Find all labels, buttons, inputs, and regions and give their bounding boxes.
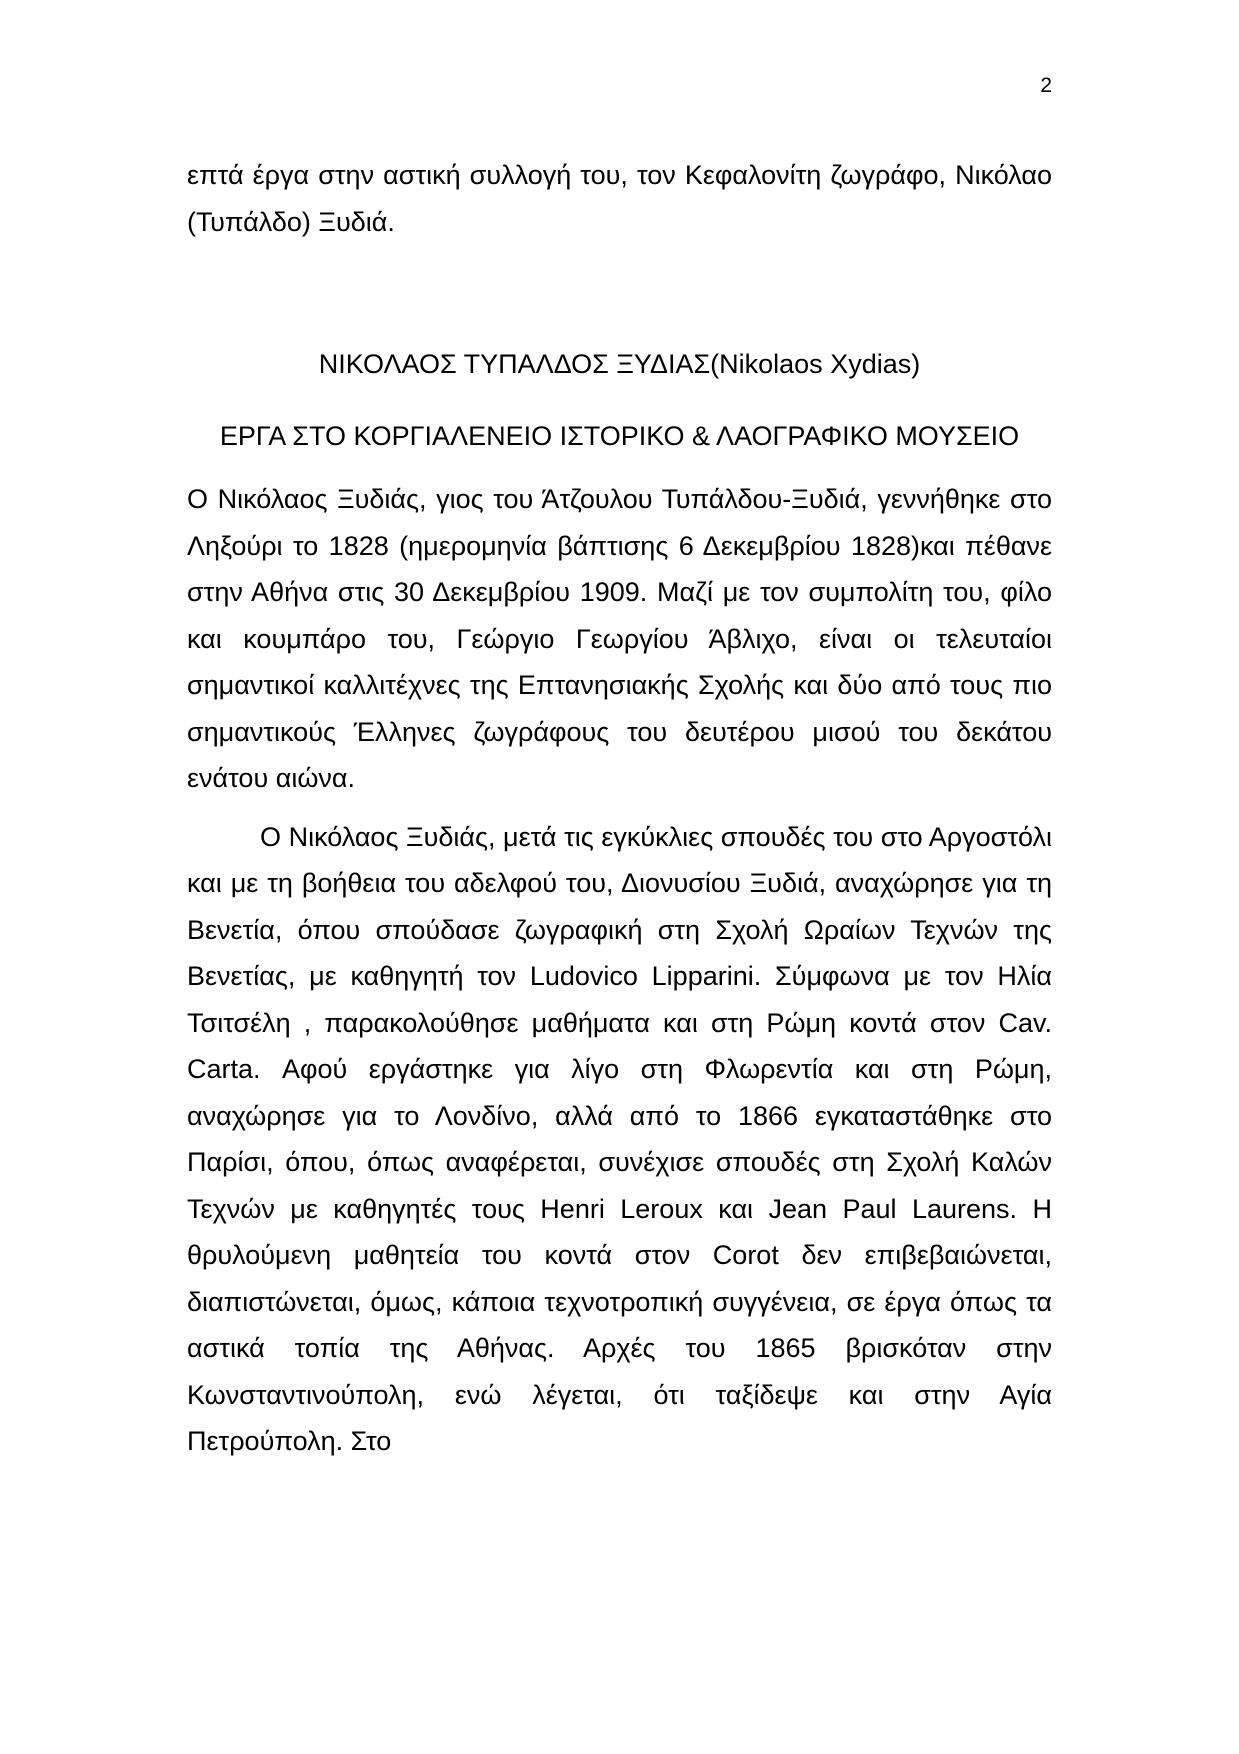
section-title: ΝΙΚΟΛΑΟΣ ΤΥΠΑΛΔΟΣ ΞΥΔΙΑΣ(Nikolaos Xydias) <box>318 349 921 379</box>
intro-paragraph: επτά έργα στην αστική συλλογή του, τον Κεφαλονίτη ζωγράφο, Νικόλαο (Τυπάλδο) Ξυδιά. <box>187 160 1052 237</box>
biography-paragraph-1: Ο Νικόλαος Ξυδιάς, γιος του Άτζουλου Τυπάλδου-Ξυδιά, γεννήθηκε στο Ληξούρι το 1828 (ημερομηνία βάπτισης 6 Δεκεμβρίου 1828)και πέθανε στην Αθήνα στις 30 Δεκεμβρίου 1909. Μαζί με τον συμπολίτη του, φίλο και κουμπάρο του, Γεώργιο Γεωργίου Άβλιχο, είναι οι τελευταίοι σημαντικοί καλλιτέχνες της Επτανησιακής Σχολής και δύο από τους πιο σημαντικούς Έλληνες ζωγράφους του δευτέρου μισού του δεκάτου ενάτου αιώνα. <box>187 484 1052 793</box>
section-subtitle: ΕΡΓΑ ΣΤΟ ΚΟΡΓΙΑΛΕΝΕΙΟ ΙΣΤΟΡΙΚΟ & ΛΑΟΓΡΑΦΙΚΟ ΜΟΥΣΕΙΟ <box>219 420 1020 451</box>
page-content <box>187 152 1052 1465</box>
biography-paragraph-2: Ο Νικόλαος Ξυδιάς, μετά τις εγκύκλιες σπουδές του στο Αργοστόλι και με τη βοήθεια του αδελφού του, Διονυσίου Ξυδιά, αναχώρησε για τη Βενετία, όπου σπούδασε ζωγραφική στη Σχολή Ωραίων Τεχνών της Βενετίας, με καθηγητή τον Ludovico Lipparini. Σύμφωνα με τον Ηλία Τσιτσέλη , παρακολούθησε μαθήματα και στη Ρώμη κοντά στον Cav. Carta. Αφού εργάστηκε για λίγο στη Φλωρεντία και στη Ρώμη, αναχώρησε για το Λονδίνο, αλλά από το 1866 εγκαταστάθηκε στο Παρίσι, όπου, όπως αναφέρεται, συνέχισε σπουδές στη Σχολή Καλών Τεχνών με καθηγητές τους Henri Leroux και Jean Paul Laurens. Η θρυλούμενη μαθητεία του κοντά στον Corot δεν επιβεβαιώνεται, διαπιστώνεται, όμως, κάποια τεχνοτροπική συγγένεια, σε έργα όπως τα αστικά τοπία της Αθήνας. Αρχές του 1865 βρισκόταν στην Κωνσταντινούπολη, ενώ λέγεται, ότι ταξίδεψε και στην Αγία Πετρούπολη. Στο <box>187 821 1052 1456</box>
page-number: 2 <box>1040 74 1052 97</box>
